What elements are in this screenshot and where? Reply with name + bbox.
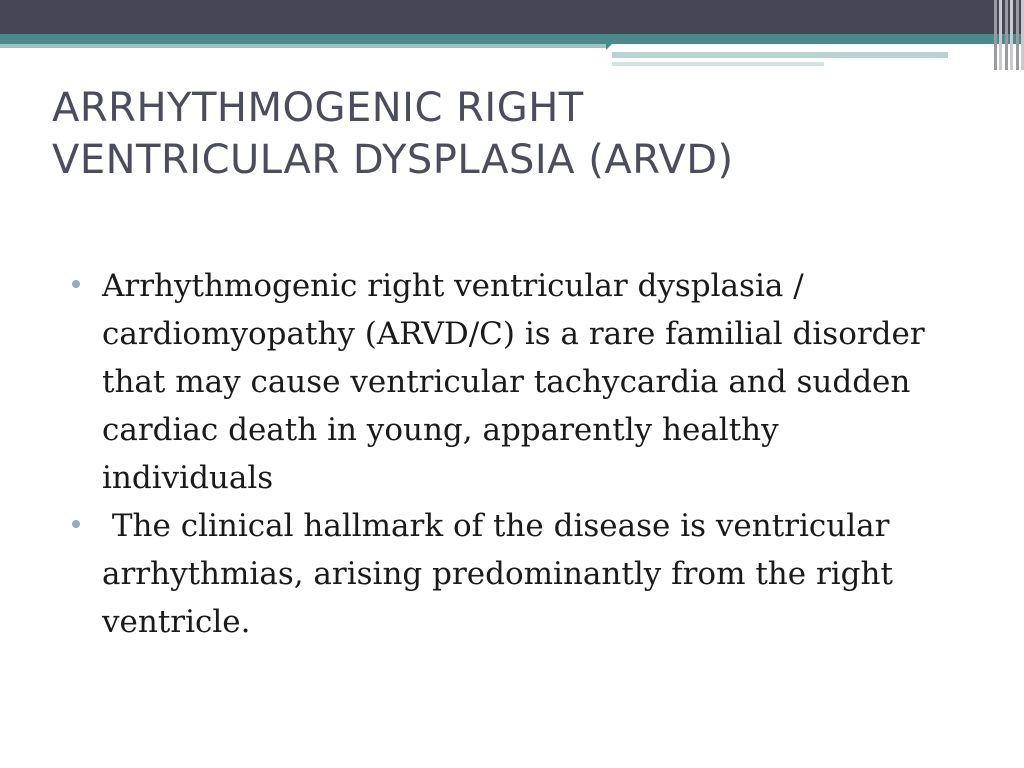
header-accent-band <box>612 52 948 58</box>
bullet-marker-icon <box>72 280 80 288</box>
header-dark-bar <box>0 0 1024 34</box>
header-teal-light-bar <box>0 44 606 48</box>
bullet-marker-icon <box>72 520 80 528</box>
header-accent-band-secondary <box>612 62 824 66</box>
bullet-text: Arrhythmogenic right ventricular dysplasia / cardiomyopathy (ARVD/C) is a rare familial disorder that may cause ventricular tachycardia and sudden cardiac death in young, apparently healthy individuals <box>102 268 925 496</box>
header-notch <box>606 44 612 50</box>
slide-title-line-1: ARRHYTHMOGENIC RIGHT <box>52 85 584 131</box>
slide-title <box>52 82 972 186</box>
header-teal-bar <box>0 34 1024 44</box>
bullet-item <box>72 262 952 502</box>
slide-title-line-2: VENTRICULAR DYSPLASIA (ARVD) <box>52 137 734 183</box>
header-stripes <box>994 0 1024 70</box>
bullet-list <box>72 262 952 646</box>
bullet-item <box>72 502 952 646</box>
bullet-text: The clinical hallmark of the disease is ventricular arrhythmias, arising predominantly from the right ventricle. <box>102 508 903 640</box>
